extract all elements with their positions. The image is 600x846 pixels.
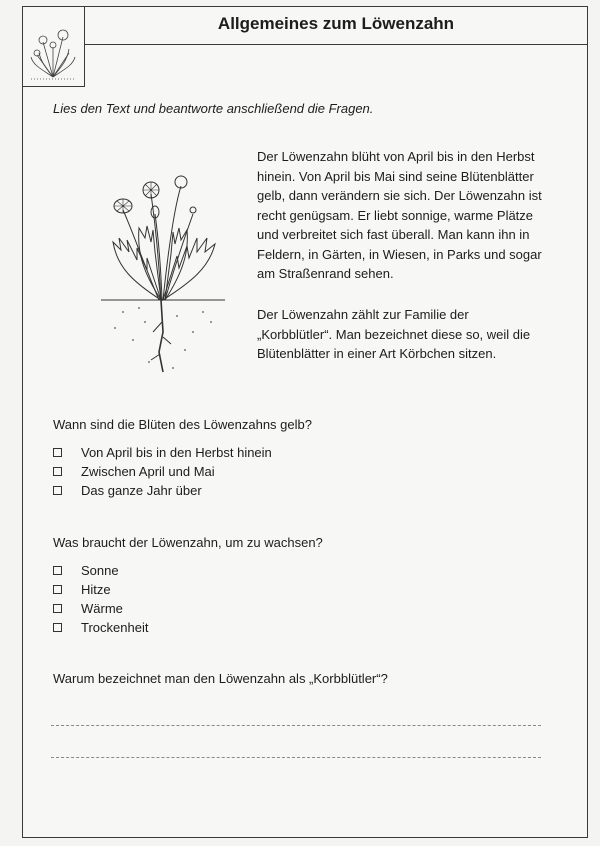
page-title: Allgemeines zum Löwenzahn xyxy=(217,14,455,33)
checkbox[interactable] xyxy=(53,467,62,476)
option-item[interactable] xyxy=(53,618,148,637)
option-label: Trockenheit xyxy=(81,620,149,635)
checkbox[interactable] xyxy=(53,604,62,613)
checkbox[interactable] xyxy=(53,486,62,495)
option-label: Von April bis in den Herbst hinein xyxy=(81,445,272,460)
checkbox[interactable] xyxy=(53,448,62,457)
question-1-options xyxy=(53,443,272,500)
dandelion-plant-icon xyxy=(93,172,233,382)
option-item[interactable] xyxy=(53,443,272,462)
paragraph-1: Der Löwenzahn blüht von April bis in den Herbst hinein. Von April bis Mai sind seine Blütenblätter gelb, dann verändern sie sich. Der Löwenzahn ist recht genügsam. Er liebt sonnige, warme Plätze und verbreitet sich fast überall. Man kann ihn in Feldern, in Gärten, in Wiesen, in Parks und sogar am Straßenrand sehen. xyxy=(257,149,542,281)
paragraph-2: Der Löwenzahn zählt zur Familie der „Korbblütler“. Man bezeichnet diese so, weil die Blütenblätter in einer Art Körbchen sitzen. xyxy=(257,307,531,361)
checkbox[interactable] xyxy=(53,585,62,594)
checkbox[interactable] xyxy=(53,566,62,575)
option-label: Wärme xyxy=(81,601,123,616)
answer-line[interactable] xyxy=(51,757,541,758)
checkbox[interactable] xyxy=(53,623,62,632)
instruction-text: Lies den Text und beantworte anschließend die Fragen. xyxy=(53,101,374,116)
question-3: Warum bezeichnet man den Löwenzahn als „Korbblütler“? xyxy=(53,671,388,686)
option-label: Zwischen April und Mai xyxy=(81,464,215,479)
option-item[interactable] xyxy=(53,462,272,481)
option-label: Sonne xyxy=(81,563,119,578)
answer-line[interactable] xyxy=(51,725,541,726)
worksheet xyxy=(22,6,588,838)
option-item[interactable] xyxy=(53,599,148,618)
header-bar xyxy=(23,7,587,45)
dandelion-thumbnail-icon xyxy=(23,7,85,87)
question-2: Was braucht der Löwenzahn, um zu wachsen? xyxy=(53,535,323,550)
question-1: Wann sind die Blüten des Löwenzahns gelb? xyxy=(53,417,312,432)
question-2-options xyxy=(53,561,148,637)
option-item[interactable] xyxy=(53,481,272,500)
option-label: Hitze xyxy=(81,582,111,597)
option-label: Das ganze Jahr über xyxy=(81,483,202,498)
option-item[interactable] xyxy=(53,580,148,599)
option-item[interactable] xyxy=(53,561,148,580)
